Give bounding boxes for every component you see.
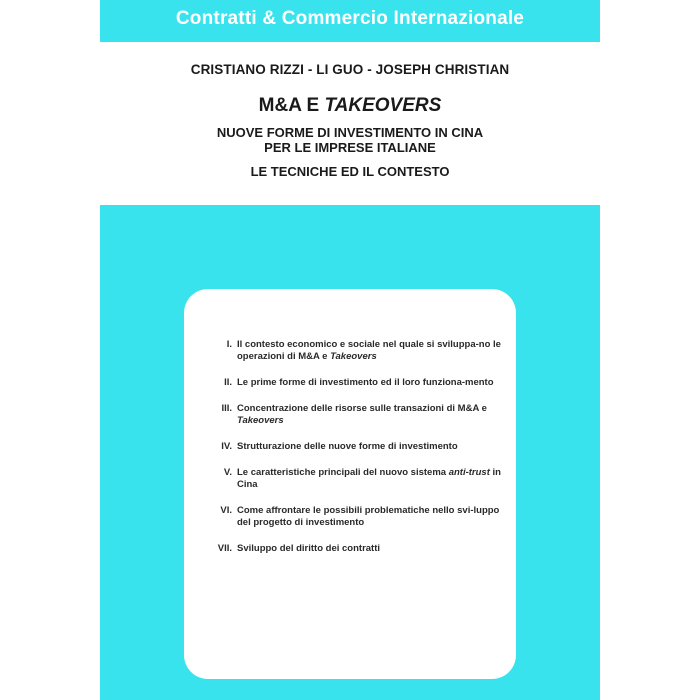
series-band <box>100 0 600 42</box>
toc-text: Strutturazione delle nuove forme di investimento <box>237 441 458 452</box>
toc-item <box>204 505 504 529</box>
toc-item <box>204 403 504 427</box>
toc-text: Concentrazione delle risorse sulle transazioni di M&A e Takeovers <box>237 403 487 426</box>
toc-item <box>204 339 504 363</box>
toc-text: Il contesto economico e sociale nel quale si sviluppa-no le operazioni di M&A e Takeovers <box>237 339 501 362</box>
book-cover <box>100 0 600 700</box>
authors: CRISTIANO RIZZI - LI GUO - JOSEPH CHRISTIAN <box>190 62 510 77</box>
toc-number: VII. <box>217 543 232 554</box>
table-of-contents <box>204 339 504 569</box>
book-title-main: M&A E <box>258 95 325 116</box>
toc-text: Come affrontare le possibili problematiche nello svi-luppo del progetto di investimento <box>237 505 500 528</box>
toc-number: III. <box>221 403 232 414</box>
toc-number: II. <box>224 377 232 388</box>
book-title <box>100 95 600 117</box>
toc-text: Le prime forme di investimento ed il loro funziona-mento <box>237 377 494 388</box>
toc-text: Le caratteristiche principali del nuovo sistema anti-trust in Cina <box>237 467 501 490</box>
subtitle-line-1: NUOVE FORME DI INVESTIMENTO IN CINA <box>216 125 484 140</box>
table-of-contents-box <box>184 289 516 679</box>
toc-item <box>204 377 504 389</box>
toc-item <box>204 543 504 555</box>
subtitle-line-3: LE TECNICHE ED IL CONTESTO <box>250 164 450 179</box>
toc-item <box>204 441 504 453</box>
toc-number: V. <box>223 467 232 478</box>
series-title: Contratti & Commercio Internazionale <box>175 8 525 29</box>
book-title-italic: TAKEOVERS <box>324 95 442 116</box>
cover-main-area <box>100 205 600 700</box>
toc-text: Sviluppo del diritto dei contratti <box>237 543 381 554</box>
toc-item <box>204 467 504 491</box>
subtitle-line-2: PER LE IMPRESE ITALIANE <box>264 140 436 155</box>
toc-number: I. <box>226 339 232 350</box>
publisher-name: GIUFFRÈ EDITORE <box>281 643 377 655</box>
toc-number: IV. <box>221 441 232 452</box>
toc-number: VI. <box>220 505 232 516</box>
publisher <box>265 642 376 656</box>
publisher-logo-icon <box>265 642 277 656</box>
